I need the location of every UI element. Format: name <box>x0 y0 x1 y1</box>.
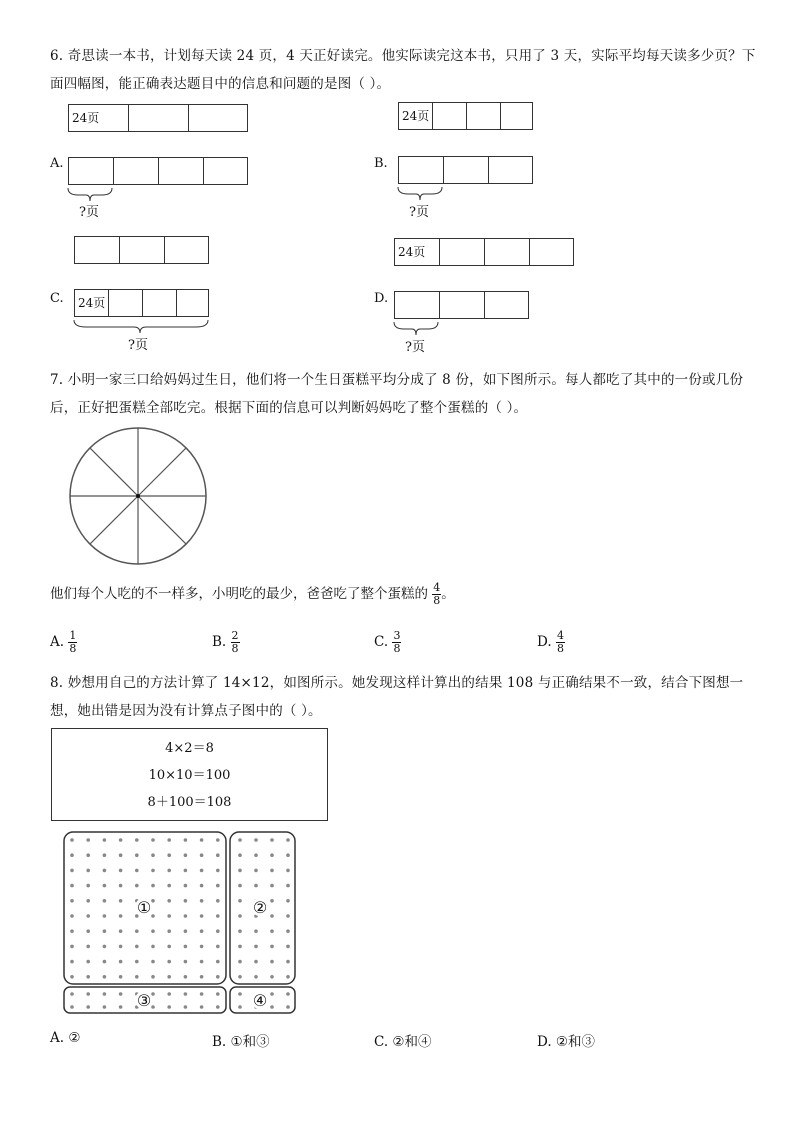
grid-dot <box>216 884 220 888</box>
grid-dot <box>270 884 274 888</box>
cake-slice-line <box>138 448 186 496</box>
grid-dot <box>119 899 123 903</box>
grid-dot <box>216 945 220 949</box>
q8-option-c[interactable]: C. ②和④ <box>374 1034 432 1050</box>
grid-dot <box>254 869 258 873</box>
grid-dot <box>135 838 139 842</box>
q7-info: 他们每个人吃的不一样多，小明吃的最少，爸爸吃了整个蛋糕的 $\frac{4}{8}$ 。 <box>50 581 455 607</box>
grid-dot <box>254 884 258 888</box>
grid-dot <box>119 869 123 873</box>
cake-slice-line <box>90 448 138 496</box>
grid-dot <box>70 838 74 842</box>
grid-dot <box>184 929 188 933</box>
grid-dot <box>103 1005 107 1009</box>
option-c-label: C. <box>50 291 64 306</box>
grid-dot <box>135 929 139 933</box>
grid-dot <box>119 853 123 857</box>
grid-dot <box>184 838 188 842</box>
calculation-box <box>51 728 328 821</box>
grid-dot <box>70 975 74 979</box>
grid-dot <box>70 914 74 918</box>
q7-text-line2: 后，正好把蛋糕全部吃完。根据下面的信息可以判断妈妈吃了整个蛋糕的（ ）。 <box>50 400 528 416</box>
grid-dot <box>270 945 274 949</box>
grid-dot <box>184 914 188 918</box>
grid-dot <box>167 992 171 996</box>
grid-dot <box>119 929 123 933</box>
grid-dot <box>270 1005 274 1009</box>
grid-dot <box>103 899 107 903</box>
grid-dot <box>135 975 139 979</box>
grid-dot <box>86 838 90 842</box>
grid-dot <box>286 838 290 842</box>
grid-dot <box>238 945 242 949</box>
grid-dot <box>216 1005 220 1009</box>
grid-dot <box>135 960 139 964</box>
grid-dot <box>200 929 204 933</box>
grid-dot <box>200 1005 204 1009</box>
grid-dot <box>119 960 123 964</box>
grid-dot <box>270 869 274 873</box>
grid-dot <box>184 1005 188 1009</box>
grid-dot <box>238 992 242 996</box>
grid-dot <box>238 975 242 979</box>
question-label: ?页 <box>79 205 99 220</box>
pages-cell: 24页 <box>69 105 129 131</box>
grid-dot <box>286 945 290 949</box>
grid-dot <box>70 853 74 857</box>
q8-text-line2: 想，她出错是因为没有计算点子图中的（ ）。 <box>50 703 322 719</box>
grid-dot <box>238 914 242 918</box>
grid-dot <box>86 853 90 857</box>
grid-dot <box>238 899 242 903</box>
grid-dot <box>151 853 155 857</box>
grid-dot <box>86 884 90 888</box>
grid-dot <box>86 960 90 964</box>
grid-dot <box>238 960 242 964</box>
grid-dot <box>167 899 171 903</box>
grid-dot <box>151 899 155 903</box>
calc-line-1: 4×2＝8 <box>165 741 214 756</box>
q8-option-b[interactable]: B. ①和③ <box>212 1034 270 1050</box>
cake-slice-line <box>138 496 186 544</box>
grid-dot <box>200 992 204 996</box>
plan-bar <box>68 104 248 132</box>
region-4-label: ④ <box>252 991 268 1010</box>
grid-dot <box>167 884 171 888</box>
grid-dot <box>167 1005 171 1009</box>
grid-dot <box>200 899 204 903</box>
grid-dot <box>167 869 171 873</box>
actual-bar <box>68 157 248 185</box>
grid-dot <box>167 929 171 933</box>
grid-dot <box>103 975 107 979</box>
calc-line-3: 8＋100＝108 <box>147 795 232 810</box>
grid-dot <box>238 884 242 888</box>
grid-dot <box>70 929 74 933</box>
grid-dot <box>151 945 155 949</box>
grid-dot <box>216 838 220 842</box>
grid-dot <box>286 869 290 873</box>
grid-dot <box>254 975 258 979</box>
grid-dot <box>135 945 139 949</box>
grid-dot <box>184 869 188 873</box>
grid-dot <box>286 929 290 933</box>
grid-dot <box>270 960 274 964</box>
grid-dot <box>286 853 290 857</box>
grid-dot <box>200 884 204 888</box>
q7-info-fraction: $\frac{4}{8}$ <box>433 581 441 607</box>
plan-bar <box>74 236 209 264</box>
grid-dot <box>216 853 220 857</box>
region-1-label: ① <box>136 898 152 917</box>
plan-bar <box>394 238 574 266</box>
grid-dot <box>200 853 204 857</box>
grid-dot <box>70 884 74 888</box>
grid-dot <box>151 975 155 979</box>
grid-dot <box>103 838 107 842</box>
grid-dot <box>254 838 258 842</box>
grid-dot <box>151 1005 155 1009</box>
q7-option-c[interactable]: C. $\frac{3}{8}$ <box>374 629 401 655</box>
grid-dot <box>135 869 139 873</box>
pages-cell: 24页 <box>399 103 433 129</box>
grid-dot <box>184 853 188 857</box>
grid-dot <box>86 945 90 949</box>
grid-dot <box>70 899 74 903</box>
cake-slice-line <box>90 496 138 544</box>
grid-dot <box>286 1005 290 1009</box>
grid-dot <box>254 929 258 933</box>
grid-dot <box>119 838 123 842</box>
grid-dot <box>151 992 155 996</box>
grid-dot <box>86 992 90 996</box>
grid-dot <box>167 838 171 842</box>
grid-dot <box>286 899 290 903</box>
grid-dot <box>200 838 204 842</box>
grid-dot <box>70 945 74 949</box>
grid-dot <box>238 869 242 873</box>
grid-dot <box>200 914 204 918</box>
grid-dot <box>167 960 171 964</box>
grid-dot <box>86 899 90 903</box>
question-label: ?页 <box>128 338 148 353</box>
grid-dot <box>151 929 155 933</box>
grid-dot <box>167 945 171 949</box>
grid-dot <box>184 975 188 979</box>
actual-bar <box>394 291 529 319</box>
q7-option-b[interactable]: B. $\frac{2}{8}$ <box>212 629 239 655</box>
grid-dot <box>103 853 107 857</box>
grid-dot <box>254 960 258 964</box>
grid-dot <box>184 960 188 964</box>
grid-dot <box>103 914 107 918</box>
grid-dot <box>151 838 155 842</box>
grid-dot <box>200 945 204 949</box>
dot-grid-diagram <box>60 828 300 1018</box>
grid-dot <box>238 929 242 933</box>
grid-dot <box>216 914 220 918</box>
grid-dot <box>103 884 107 888</box>
grid-dot <box>200 975 204 979</box>
grid-dot <box>167 975 171 979</box>
grid-dot <box>216 975 220 979</box>
grid-dot <box>184 884 188 888</box>
grid-dot <box>216 960 220 964</box>
grid-dot <box>151 960 155 964</box>
grid-dot <box>286 992 290 996</box>
grid-dot <box>270 929 274 933</box>
grid-dot <box>216 869 220 873</box>
q7-option-d[interactable]: D. $\frac{4}{8}$ <box>537 629 564 655</box>
actual-bar <box>74 289 209 317</box>
q6-text-line1: 6. 奇思读一本书，计划每天读 24 页，4 天正好读完。他实际读完这本书，只用了 3 天，实际平均每天读多少页？下 <box>50 48 756 64</box>
grid-dot <box>270 899 274 903</box>
grid-dot <box>119 975 123 979</box>
q6-text-line2: 面四幅图，能正确表达题目中的信息和问题的是图（ ）。 <box>50 76 391 92</box>
grid-dot <box>70 869 74 873</box>
question-label: ?页 <box>409 205 429 220</box>
grid-dot <box>103 945 107 949</box>
grid-dot <box>200 869 204 873</box>
grid-dot <box>184 992 188 996</box>
grid-dot <box>103 869 107 873</box>
cake-circle-diagram <box>66 424 210 568</box>
grid-dot <box>119 1005 123 1009</box>
grid-dot <box>70 960 74 964</box>
grid-dot <box>103 992 107 996</box>
grid-dot <box>119 992 123 996</box>
grid-dot <box>286 914 290 918</box>
grid-dot <box>216 992 220 996</box>
grid-dot <box>200 960 204 964</box>
pages-cell: 24页 <box>75 290 109 316</box>
plan-bar <box>398 102 533 130</box>
grid-dot <box>167 853 171 857</box>
q7-info-text: 他们每个人吃的不一样多，小明吃的最少，爸爸吃了整个蛋糕的 <box>50 586 428 602</box>
grid-dot <box>286 975 290 979</box>
grid-dot <box>270 853 274 857</box>
grid-dot <box>135 853 139 857</box>
q7-option-a[interactable]: A. $\frac{1}{8}$ <box>50 629 77 655</box>
q8-option-d[interactable]: D. ②和③ <box>537 1034 596 1050</box>
region-2-label: ② <box>252 898 268 917</box>
grid-dot <box>135 884 139 888</box>
grid-dot <box>151 914 155 918</box>
calc-line-2: 10×10＝100 <box>148 768 231 783</box>
cake-center-dot <box>136 494 140 498</box>
pages-cell: 24页 <box>395 239 440 265</box>
grid-dot <box>119 884 123 888</box>
grid-dot <box>238 1005 242 1009</box>
grid-dot <box>254 945 258 949</box>
grid-dot <box>167 914 171 918</box>
grid-dot <box>286 960 290 964</box>
grid-dot <box>184 945 188 949</box>
grid-dot <box>151 884 155 888</box>
grid-dot <box>270 992 274 996</box>
grid-dot <box>86 975 90 979</box>
grid-dot <box>286 884 290 888</box>
grid-dot <box>86 914 90 918</box>
q8-option-a[interactable]: A. ② <box>50 1030 81 1046</box>
q8-text-line1: 8. 妙想用自己的方法计算了 14×12，如图所示。她发现这样计算出的结果 108 与正确结果不一致，结合下图想一 <box>50 675 744 691</box>
grid-dot <box>103 960 107 964</box>
grid-dot <box>119 914 123 918</box>
region-3-label: ③ <box>136 991 152 1010</box>
grid-dot <box>86 869 90 873</box>
grid-dot <box>151 869 155 873</box>
grid-dot <box>270 838 274 842</box>
grid-dot <box>216 899 220 903</box>
grid-dot <box>238 853 242 857</box>
actual-bar <box>398 156 533 184</box>
q7-text-line1: 7. 小明一家三口给妈妈过生日，他们将一个生日蛋糕平均分成了 8 份，如下图所示。每人都吃了其中的一份或几份 <box>50 372 744 388</box>
grid-dot <box>70 1005 74 1009</box>
grid-dot <box>119 945 123 949</box>
option-d-label: D. <box>374 291 389 306</box>
grid-dot <box>86 1005 90 1009</box>
option-b-label: B. <box>374 156 388 171</box>
grid-dot <box>86 929 90 933</box>
question-label: ?页 <box>405 340 425 355</box>
grid-dot <box>270 914 274 918</box>
grid-dot <box>70 992 74 996</box>
option-a-label: A. <box>50 156 64 171</box>
grid-dot <box>184 899 188 903</box>
grid-dot <box>103 929 107 933</box>
grid-dot <box>270 975 274 979</box>
grid-dot <box>238 838 242 842</box>
grid-dot <box>216 929 220 933</box>
grid-dot <box>254 853 258 857</box>
